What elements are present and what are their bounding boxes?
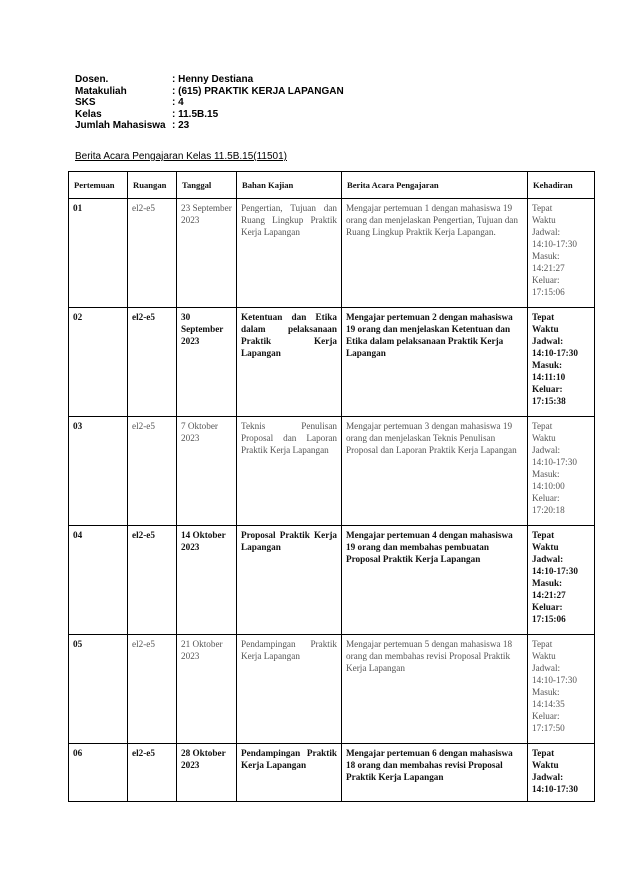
attendance-line: 14:10-17:30 [532, 348, 578, 358]
header-kehadiran: Kehadiran [528, 172, 595, 199]
attendance-line: Waktu [532, 760, 559, 770]
cell-kehadiran [528, 199, 595, 308]
course-label: Matakuliah [75, 85, 127, 97]
header-pertemuan: Pertemuan [69, 172, 128, 199]
student-count-value: : 23 [172, 120, 190, 132]
cell-berita-acara: Mengajar pertemuan 1 dengan mahasiswa 19 orang dan menjelaskan Pengertian, Tujuan dan Ruang Lingkup Praktik Kerja Lapangan. [342, 199, 528, 308]
header-ruangan: Ruangan [128, 172, 177, 199]
cell-kehadiran [528, 308, 595, 417]
attendance-line: 17:15:38 [532, 396, 566, 406]
course-row [75, 86, 555, 98]
attendance-line: Tepat [532, 748, 555, 758]
table-row [69, 635, 595, 744]
attendance-line: 14:10:00 [532, 481, 565, 491]
header-bahan-kajian: Bahan Kajian [237, 172, 342, 199]
attendance-line: 14:10-17:30 [532, 784, 578, 794]
student-count-label: Jumlah Mahasiswa [75, 120, 166, 132]
table-row [69, 417, 595, 526]
attendance-line: Waktu [532, 324, 559, 334]
attendance-line: Masuk: [532, 578, 563, 588]
attendance-line: Jadwal: [532, 554, 564, 564]
attendance-line: 14:10-17:30 [532, 239, 577, 249]
attendance-line: Tepat [532, 530, 555, 540]
attendance-line: Keluar: [532, 711, 560, 721]
cell-bahan-kajian: Pengertian, Tujuan dan Ruang Lingkup Praktik Kerja Lapangan [237, 199, 342, 308]
attendance-line: Waktu [532, 651, 556, 661]
attendance-line: Tepat [532, 421, 553, 431]
cell-tanggal: 7 Oktober 2023 [177, 417, 237, 526]
cell-bahan-kajian: Pendampingan Praktik Kerja Lapangan [237, 744, 342, 802]
lecturer-row [75, 74, 555, 86]
cell-tanggal: 14 Oktober 2023 [177, 526, 237, 635]
attendance-line: Masuk: [532, 360, 563, 370]
attendance-line: Masuk: [532, 251, 560, 261]
cell-pertemuan: 02 [69, 308, 128, 417]
class-value: : 11.5B.15 [172, 108, 219, 120]
cell-ruangan: el2-e5 [128, 635, 177, 744]
table-header-row [69, 172, 595, 199]
cell-berita-acara: Mengajar pertemuan 6 dengan mahasiswa 18 orang dan membahas revisi Proposal Praktik Kerja Lapangan [342, 744, 528, 802]
cell-kehadiran [528, 744, 595, 802]
cell-kehadiran [528, 635, 595, 744]
attendance-line: Jadwal: [532, 336, 564, 346]
lecturer-value: : Henny Destiana [172, 74, 254, 85]
cell-bahan-kajian: Pendampingan Praktik Kerja Lapangan [237, 635, 342, 744]
attendance-line: 17:15:06 [532, 287, 565, 297]
teaching-report-table [68, 171, 595, 802]
cell-bahan-kajian: Ketentuan dan Etika dalam pelaksanaan Praktik Kerja Lapangan [237, 308, 342, 417]
attendance-line: Waktu [532, 542, 559, 552]
attendance-line: Waktu [532, 433, 556, 443]
cell-pertemuan: 06 [69, 744, 128, 802]
table-row [69, 744, 595, 802]
attendance-line: 17:20:18 [532, 505, 565, 515]
attendance-line: Keluar: [532, 384, 563, 394]
attendance-line: Tepat [532, 639, 553, 649]
cell-ruangan: el2-e5 [128, 199, 177, 308]
attendance-line: Jadwal: [532, 663, 561, 673]
header-berita-acara: Berita Acara Pengajaran [342, 172, 528, 199]
attendance-line: Waktu [532, 215, 556, 225]
cell-pertemuan: 04 [69, 526, 128, 635]
cell-bahan-kajian: Teknis Penulisan Proposal dan Laporan Praktik Kerja Lapangan [237, 417, 342, 526]
attendance-line: Tepat [532, 203, 553, 213]
attendance-line: Tepat [532, 312, 555, 322]
cell-ruangan: el2-e5 [128, 744, 177, 802]
credits-row [75, 97, 555, 109]
credits-value: : 4 [172, 97, 184, 109]
attendance-line: Jadwal: [532, 445, 561, 455]
cell-pertemuan: 05 [69, 635, 128, 744]
attendance-line: 14:10-17:30 [532, 675, 577, 685]
cell-tanggal: 23 September 2023 [177, 199, 237, 308]
attendance-line: Jadwal: [532, 772, 564, 782]
cell-berita-acara: Mengajar pertemuan 5 dengan mahasiswa 18 orang dan membahas revisi Proposal Praktik Kerja Lapangan [342, 635, 528, 744]
cell-tanggal: 21 Oktober 2023 [177, 635, 237, 744]
table-row [69, 526, 595, 635]
course-info-header [75, 74, 555, 132]
credits-label: SKS [75, 97, 96, 109]
cell-ruangan: el2-e5 [128, 526, 177, 635]
attendance-line: 14:10-17:30 [532, 457, 577, 467]
cell-kehadiran [528, 417, 595, 526]
attendance-line: Keluar: [532, 602, 563, 612]
table-row [69, 308, 595, 417]
attendance-line: Masuk: [532, 469, 560, 479]
attendance-line: Jadwal: [532, 227, 561, 237]
attendance-line: 14:10-17:30 [532, 566, 578, 576]
cell-berita-acara: Mengajar pertemuan 3 dengan mahasiswa 19 orang dan menjelaskan Teknis Penulisan Proposal dan Laporan Praktik Kerja Lapangan [342, 417, 528, 526]
class-label: Kelas [75, 108, 102, 120]
attendance-line: 14:11:10 [532, 372, 566, 382]
cell-bahan-kajian: Proposal Praktik Kerja Lapangan [237, 526, 342, 635]
attendance-line: Keluar: [532, 275, 560, 285]
attendance-line: 14:14:35 [532, 699, 565, 709]
course-value: : (615) PRAKTIK KERJA LAPANGAN [172, 85, 344, 97]
lecturer-label: Dosen. [75, 74, 109, 85]
class-row [75, 109, 555, 121]
cell-berita-acara: Mengajar pertemuan 2 dengan mahasiswa 19 orang dan menjelaskan Ketentuan dan Etika dalam pelaksanaan Praktik Kerja Lapangan [342, 308, 528, 417]
attendance-line: 14:21:27 [532, 263, 565, 273]
header-tanggal: Tanggal [177, 172, 237, 199]
cell-berita-acara: Mengajar pertemuan 4 dengan mahasiswa 19 orang dan membahas pembuatan Proposal Praktik Kerja Lapangan [342, 526, 528, 635]
student-count-row [75, 120, 555, 132]
attendance-line: Masuk: [532, 687, 560, 697]
table-row [69, 199, 595, 308]
attendance-line: 17:15:06 [532, 614, 566, 624]
cell-ruangan: el2-e5 [128, 417, 177, 526]
attendance-line: Keluar: [532, 493, 560, 503]
cell-tanggal: 28 Oktober 2023 [177, 744, 237, 802]
cell-ruangan: el2-e5 [128, 308, 177, 417]
cell-pertemuan: 03 [69, 417, 128, 526]
attendance-line: 17:17:50 [532, 723, 565, 733]
attendance-line: 14:21:27 [532, 590, 566, 600]
cell-tanggal: 30 September 2023 [177, 308, 237, 417]
section-title: Berita Acara Pengajaran Kelas 11.5B.15(11501) [75, 151, 287, 162]
cell-pertemuan: 01 [69, 199, 128, 308]
cell-kehadiran [528, 526, 595, 635]
